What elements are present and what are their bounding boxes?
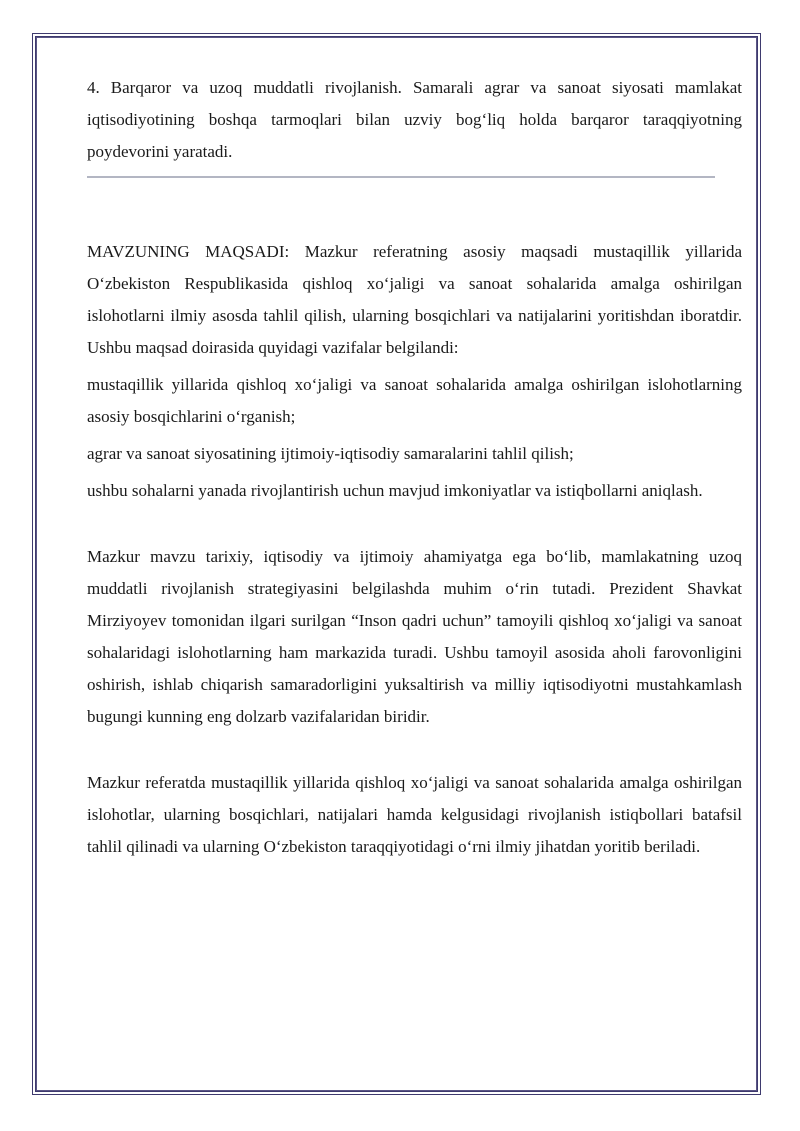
goal-paragraph: MAVZUNING MAQSADI: Mazkur referatning asosiy maqsadi mustaqillik yillarida O‘zbekiston Respublikasida qishloq xo‘jaligi va sanoat sohalarida amalga oshirilgan islohotlarni ilmiy asosda tahlil qilish, ularning bosqichlari va natijalarini yoritishdan iboratdir. Ushbu maqsad doirasida quyidagi vazifalar belgilandi: [87,242,742,357]
intro-paragraph: 4. Barqaror va uzoq muddatli rivojlanish. Samarali agrar va sanoat siyosati mamlakat iqtisodiyotining boshqa tarmoqlari bilan uzviy bog‘liq holda barqaror taraqqiyotning poydevorini yaratadi. [87,78,742,161]
section-divider [87,176,715,178]
significance-paragraph: Mazkur mavzu tarixiy, iqtisodiy va ijtimoiy ahamiyatga ega bo‘lib, mamlakatning uzoq muddatli rivojlanish strategiyasini belgilashda muhim o‘rin tutadi. Prezident Shavkat Mirziyoyev tomonidan ilgari surilgan “Inson qadri uchun” tamoyili qishloq xo‘jaligi va sanoat sohalaridagi islohotlarning ham markazida turadi. Ushbu tamoyil asosida aholi farovonligini oshirish, ishlab chiqarish samaradorligini yuksaltirish va milliy iqtisodiyotni mustahkamlash bugungi kunning eng dolzarb vazifalaridan biridir. [87,547,742,726]
task-item-1: mustaqillik yillarida qishloq xo‘jaligi va sanoat sohalarida amalga oshirilgan islohotlarning asosiy bosqichlarini o‘rganish; [87,375,742,426]
task-item-3: ushbu sohalarni yanada rivojlantirish uchun mavjud imkoniyatlar va istiqbollarni aniqlash. [87,481,703,500]
document-body [87,72,742,863]
summary-paragraph: Mazkur referatda mustaqillik yillarida qishloq xo‘jaligi va sanoat sohalarida amalga oshirilgan islohotlar, ularning bosqichlari, natijalari hamda kelgusidagi rivojlanish istiqbollari batafsil tahlil qilinadi va ularning O‘zbekiston taraqqiyotidagi o‘rni ilmiy jihatdan yoritib beriladi. [87,773,742,856]
task-item-2: agrar va sanoat siyosatining ijtimoiy-iqtisodiy samaralarini tahlil qilish; [87,444,574,463]
